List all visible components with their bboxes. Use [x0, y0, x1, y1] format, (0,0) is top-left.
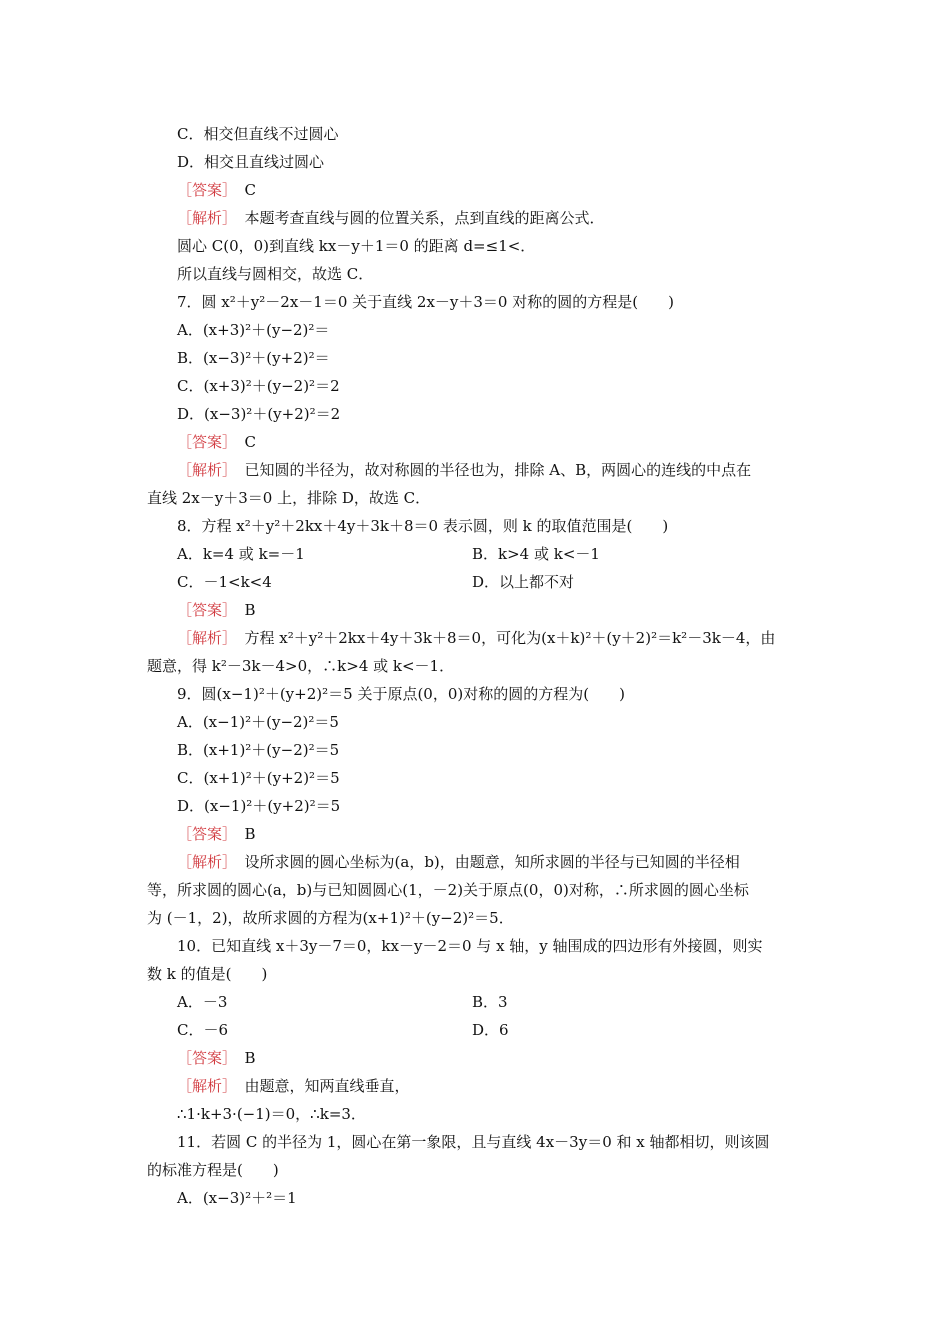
option-a: A．(x+3)²＋(y−2)²＝ [177, 321, 330, 339]
option-d: D．(x−1)²＋(y+2)²＝5 [177, 797, 341, 815]
analysis-tag: ［解析］ [177, 853, 230, 871]
question-10: 10．已知直线 x＋3y－7＝0，kx－y－2＝0 与 x 轴，y 轴围成的四边形有外接圆，则实 [177, 937, 763, 955]
option-c: C．(x+3)²＋(y−2)²＝2 [177, 377, 340, 395]
option-d: D．6 [472, 1021, 509, 1039]
option-d: D．(x−3)²＋(y+2)²＝2 [177, 405, 341, 423]
text-line: 数 k 的值是( ) [147, 965, 268, 983]
option-a: A．(x−1)²＋(y−2)²＝5 [177, 713, 339, 731]
question-8: 8．方程 x²＋y²＋2kx＋4y＋3k＋8＝0 表示圆，则 k 的取值范围是( ) [177, 517, 669, 535]
option-c: C．－1<k<4 [177, 573, 272, 591]
analysis-tag: ［解析］ [177, 1077, 230, 1095]
text-line: 等，所求圆的圆心(a，b)与已知圆圆心(1，－2)关于原点(0，0)对称，∴所求圆的圆心坐标 [147, 881, 749, 899]
option-d: D．以上都不对 [472, 573, 575, 591]
analysis-line [177, 208, 605, 228]
analysis-text: 方程 x²＋y²＋2kx＋4y＋3k＋8＝0，可化为(x＋k)²＋(y＋2)²＝k²－3k－4，由 [244, 629, 776, 647]
analysis-line [177, 628, 775, 648]
question-9: 9．圆(x−1)²＋(y+2)²＝5 关于原点(0，0)对称的圆的方程为( ) [177, 685, 625, 703]
analysis-tag: ［解析］ [177, 461, 230, 479]
analysis-line [177, 460, 751, 480]
answer-value: B [244, 1049, 256, 1067]
answer-value: C [244, 181, 257, 199]
answer-line [177, 824, 256, 844]
answer-tag: ［答案］ [177, 433, 230, 451]
option-c: C．相交但直线不过圆心 [177, 125, 339, 143]
answer-value: B [244, 825, 256, 843]
answer-tag: ［答案］ [177, 825, 230, 843]
analysis-text: 本题考查直线与圆的位置关系，点到直线的距离公式． [244, 209, 605, 227]
analysis-text: 由题意，知两直线垂直， [244, 1077, 410, 1095]
analysis-tag: ［解析］ [177, 629, 230, 647]
option-c: C．－6 [177, 1021, 229, 1039]
analysis-tag: ［解析］ [177, 209, 230, 227]
text-line: 直线 2x－y＋3＝0 上，排除 D，故选 C． [147, 489, 431, 507]
answer-tag: ［答案］ [177, 1049, 230, 1067]
option-d: D．相交且直线过圆心 [177, 153, 325, 171]
analysis-text: 设所求圆的圆心坐标为(a，b)，由题意，知所求圆的半径与已知圆的半径相 [244, 853, 740, 871]
option-c: C．(x+1)²＋(y+2)²＝5 [177, 769, 340, 787]
question-7: 7．圆 x²＋y²－2x－1＝0 关于直线 2x－y＋3＝0 对称的圆的方程是( ) [177, 293, 674, 311]
option-b: B．3 [472, 993, 508, 1011]
answer-line [177, 432, 256, 452]
option-b: B．(x+1)²＋(y−2)²＝5 [177, 741, 340, 759]
text-line: 所以直线与圆相交，故选 C． [177, 265, 374, 283]
answer-value: C [244, 433, 257, 451]
option-b: B．k>4 或 k<－1 [472, 545, 600, 563]
answer-line [177, 600, 256, 620]
question-11: 11．若圆 C 的半径为 1，圆心在第一象限，且与直线 4x－3y＝0 和 x 轴都相切，则该圆 [177, 1133, 770, 1151]
option-a: A．(x−3)²＋²＝1 [177, 1189, 297, 1207]
text-line: 为 (－1，2)，故所求圆的方程为(x+1)²＋(y−2)²＝5． [147, 909, 514, 927]
text-line: 题意，得 k²－3k－4>0，∴k>4 或 k<－1． [147, 657, 455, 675]
answer-value: B [244, 601, 256, 619]
text-line: 圆心 C(0，0)到直线 kx－y＋1＝0 的距离 d=≤1<． [177, 237, 536, 255]
option-a: A．k=4 或 k=－1 [177, 545, 305, 563]
answer-tag: ［答案］ [177, 181, 230, 199]
option-b: B．(x−3)²＋(y+2)²＝ [177, 349, 330, 367]
answer-tag: ［答案］ [177, 601, 230, 619]
analysis-line [177, 852, 740, 872]
answer-line [177, 1048, 256, 1068]
option-a: A．－3 [177, 993, 228, 1011]
text-line: 的标准方程是( ) [147, 1161, 279, 1179]
analysis-line [177, 1076, 410, 1096]
analysis-text: 已知圆的半径为，故对称圆的半径也为，排除 A、B，两圆心的连线的中点在 [244, 461, 752, 479]
answer-line [177, 180, 256, 200]
text-line: ∴1·k+3·(−1)＝0，∴k=3． [177, 1105, 366, 1123]
